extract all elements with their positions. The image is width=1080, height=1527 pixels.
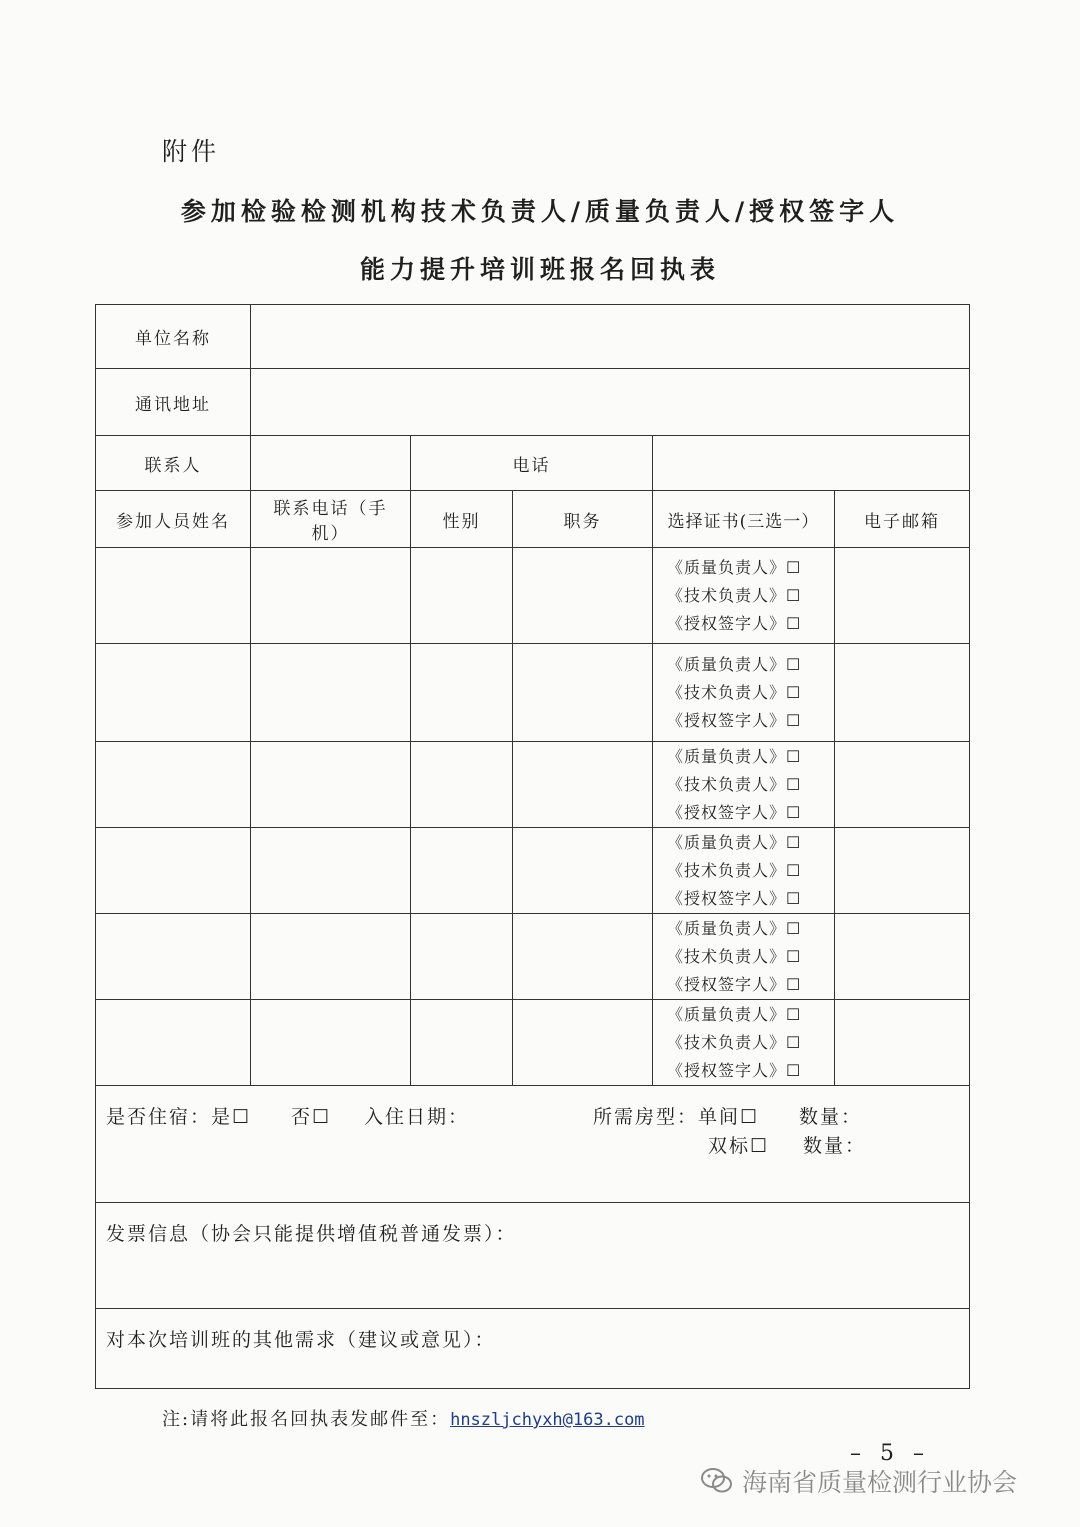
gender-cell[interactable] <box>411 548 513 644</box>
phone-field[interactable] <box>653 436 970 491</box>
email-cell[interactable] <box>835 644 970 742</box>
submission-note <box>162 1405 645 1431</box>
checkin-date-label: 入住日期： <box>364 1106 470 1128</box>
invoice-row <box>96 1203 970 1309</box>
certificate-options <box>653 644 835 742</box>
participant-row <box>96 828 970 914</box>
contact-row <box>96 436 970 491</box>
authorized-signatory-checkbox[interactable]: 《授权签字人》☐ <box>667 802 802 822</box>
col-header-name: 参加人员姓名 <box>96 491 251 548</box>
email-cell[interactable] <box>835 742 970 828</box>
invoice-info-label: 发票信息（协会只能提供增值税普通发票）： <box>106 1223 517 1245</box>
col-header-certificate: 选择证书(三选一） <box>653 491 835 548</box>
certificate-options <box>653 828 835 914</box>
col-header-email: 电子邮箱 <box>835 491 970 548</box>
mobile-cell[interactable] <box>251 644 411 742</box>
quality-manager-checkbox[interactable]: 《质量负责人》☐ <box>667 654 802 674</box>
participant-row <box>96 742 970 828</box>
col-header-gender: 性别 <box>411 491 513 548</box>
registration-form-table <box>95 304 970 1389</box>
other-needs-row <box>96 1309 970 1389</box>
col-header-mobile: 联系电话（手机） <box>251 491 411 548</box>
quality-manager-checkbox[interactable]: 《质量负责人》☐ <box>667 746 802 766</box>
form-title-line1: 参加检验检测机构技术负责人/质量负责人/授权签字人 <box>180 197 900 226</box>
gender-cell[interactable] <box>411 644 513 742</box>
mobile-cell[interactable] <box>251 548 411 644</box>
address-label: 通讯地址 <box>96 369 251 436</box>
email-cell[interactable] <box>835 1000 970 1086</box>
authorized-signatory-checkbox[interactable]: 《授权签字人》☐ <box>667 613 802 633</box>
stay-yes-checkbox[interactable]: 是否住宿：是☐ <box>106 1106 252 1128</box>
participant-row <box>96 1000 970 1086</box>
authorized-signatory-checkbox[interactable]: 《授权签字人》☐ <box>667 974 802 994</box>
gender-cell[interactable] <box>411 1000 513 1086</box>
watermark-text: 海南省质量检测行业协会 <box>742 1468 1018 1497</box>
name-cell[interactable] <box>96 828 251 914</box>
certificate-options <box>653 742 835 828</box>
email-cell[interactable] <box>835 914 970 1000</box>
quality-manager-checkbox[interactable]: 《质量负责人》☐ <box>667 1004 802 1024</box>
position-cell[interactable] <box>513 548 653 644</box>
quality-manager-checkbox[interactable]: 《质量负责人》☐ <box>667 557 802 577</box>
column-header-row <box>96 491 970 548</box>
stay-no-checkbox[interactable]: 否☐ <box>291 1106 332 1128</box>
quality-manager-checkbox[interactable]: 《质量负责人》☐ <box>667 832 802 852</box>
email-cell[interactable] <box>835 828 970 914</box>
technical-manager-checkbox[interactable]: 《技术负责人》☐ <box>667 946 802 966</box>
authorized-signatory-checkbox[interactable]: 《授权签字人》☐ <box>667 1060 802 1080</box>
invoice-info-field[interactable] <box>96 1203 970 1309</box>
gender-cell[interactable] <box>411 828 513 914</box>
phone-label: 电话 <box>411 436 653 491</box>
contact-label: 联系人 <box>96 436 251 491</box>
position-cell[interactable] <box>513 914 653 1000</box>
org-name-row <box>96 305 970 369</box>
technical-manager-checkbox[interactable]: 《技术负责人》☐ <box>667 774 802 794</box>
certificate-options <box>653 1000 835 1086</box>
name-cell[interactable] <box>96 548 251 644</box>
org-name-label: 单位名称 <box>96 305 251 369</box>
certificate-options <box>653 914 835 1000</box>
gender-cell[interactable] <box>411 914 513 1000</box>
lodging-row <box>96 1086 970 1203</box>
position-cell[interactable] <box>513 828 653 914</box>
technical-manager-checkbox[interactable]: 《技术负责人》☐ <box>667 860 802 880</box>
email-link[interactable]: hnszljchyxh@163.com <box>450 1410 645 1430</box>
participant-row <box>96 914 970 1000</box>
technical-manager-checkbox[interactable]: 《技术负责人》☐ <box>667 585 802 605</box>
position-cell[interactable] <box>513 742 653 828</box>
wechat-icon <box>700 1467 734 1495</box>
position-cell[interactable] <box>513 1000 653 1086</box>
contact-field[interactable] <box>251 436 411 491</box>
attachment-label: 附件 <box>162 137 221 166</box>
quality-manager-checkbox[interactable]: 《质量负责人》☐ <box>667 918 802 938</box>
mobile-cell[interactable] <box>251 742 411 828</box>
address-field[interactable] <box>251 369 970 436</box>
col-header-position: 职务 <box>513 491 653 548</box>
wechat-watermark <box>700 1463 1017 1499</box>
other-needs-label: 对本次培训班的其他需求（建议或意见）： <box>106 1329 496 1351</box>
name-cell[interactable] <box>96 1000 251 1086</box>
authorized-signatory-checkbox[interactable]: 《授权签字人》☐ <box>667 710 802 730</box>
authorized-signatory-checkbox[interactable]: 《授权签字人》☐ <box>667 888 802 908</box>
double-room-qty-label: 数量： <box>803 1135 867 1157</box>
single-room-checkbox[interactable]: 所需房型：单间☐ <box>593 1106 760 1128</box>
participant-row <box>96 548 970 644</box>
form-title-line2: 能力提升培训班报名回执表 <box>359 255 720 284</box>
email-cell[interactable] <box>835 548 970 644</box>
lodging-cell <box>96 1086 970 1203</box>
position-cell[interactable] <box>513 644 653 742</box>
participant-row <box>96 644 970 742</box>
technical-manager-checkbox[interactable]: 《技术负责人》☐ <box>667 1032 802 1052</box>
double-room-checkbox[interactable]: 双标☐ <box>708 1135 770 1157</box>
note-prefix: 注:请将此报名回执表发邮件至： <box>162 1409 451 1430</box>
mobile-cell[interactable] <box>251 914 411 1000</box>
mobile-cell[interactable] <box>251 828 411 914</box>
org-name-field[interactable] <box>251 305 970 369</box>
single-room-qty-label: 数量： <box>799 1106 863 1128</box>
certificate-options <box>653 548 835 644</box>
name-cell[interactable] <box>96 742 251 828</box>
gender-cell[interactable] <box>411 742 513 828</box>
address-row <box>96 369 970 436</box>
mobile-cell[interactable] <box>251 1000 411 1086</box>
technical-manager-checkbox[interactable]: 《技术负责人》☐ <box>667 682 802 702</box>
name-cell[interactable] <box>96 914 251 1000</box>
other-needs-field[interactable] <box>96 1309 970 1389</box>
page-number: – 5 – <box>850 1441 930 1466</box>
name-cell[interactable] <box>96 644 251 742</box>
